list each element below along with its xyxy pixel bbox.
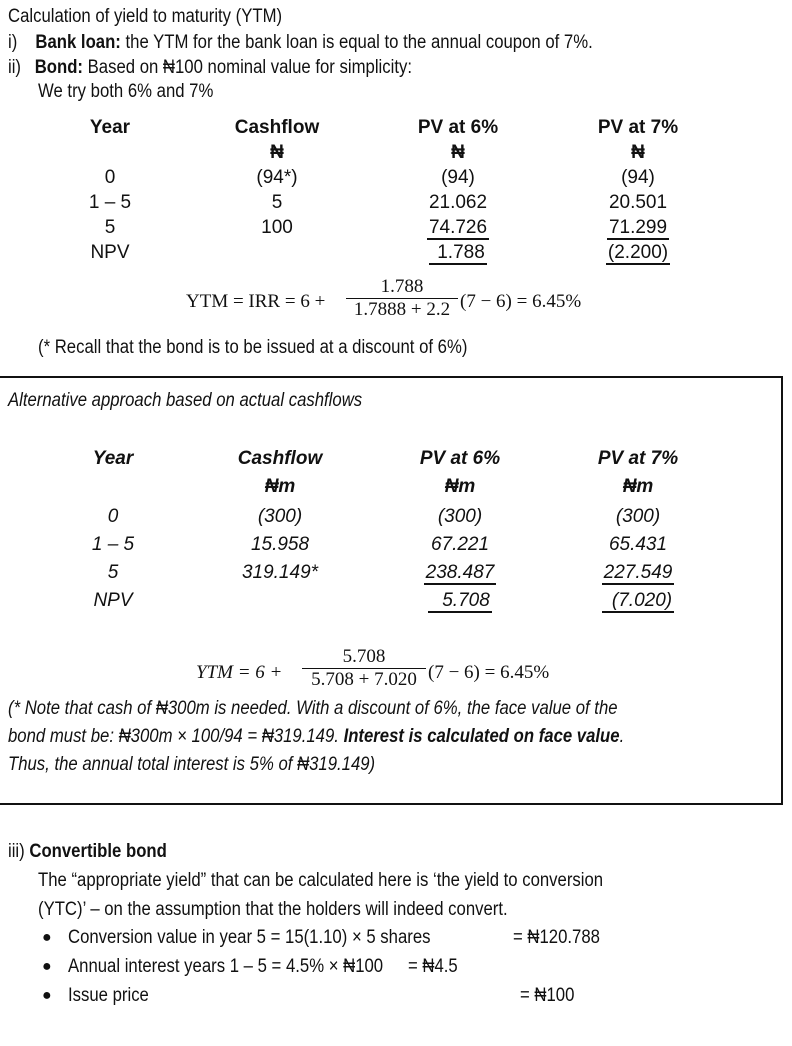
table-cell: (94) xyxy=(621,167,655,188)
section-title xyxy=(8,6,320,28)
bullet-value-text: = ₦120.788 xyxy=(513,927,600,948)
formula-rhs: (7 − 6) = 6.45% xyxy=(460,291,582,312)
table-header: PV at 6% xyxy=(419,448,501,469)
alt-box-title-text: Alternative approach based on actual cashflows xyxy=(8,390,363,411)
table-cell: NPV xyxy=(90,242,130,263)
item-bond-subtext xyxy=(38,81,237,103)
item-text: Based on ₦100 nominal value for simplicity: xyxy=(82,57,412,78)
formula-fraction xyxy=(346,276,458,321)
table-cell: 5 xyxy=(271,192,283,213)
table-cell: (7.020) xyxy=(602,590,674,613)
table-cell: 1 – 5 xyxy=(88,192,132,213)
table-cell: (94) xyxy=(441,167,475,188)
note-text: . xyxy=(619,726,625,747)
bullet-value xyxy=(520,985,582,1007)
item-bond xyxy=(8,57,467,79)
table-header: Cashflow xyxy=(234,117,320,138)
formula-denominator: 1.7888 + 2.2 xyxy=(346,298,458,321)
subtext: We try both 6% and 7% xyxy=(38,81,214,102)
item-text: the YTM for the bank loan is equal to the annual coupon of 7%. xyxy=(120,32,593,53)
table-cell: 71.299 xyxy=(608,217,668,238)
formula-numerator: 1.788 xyxy=(380,276,424,297)
bullet-label-text: Conversion value in year 5 = 15(1.10) × 5 shares xyxy=(68,927,431,948)
table-cell: 0 xyxy=(104,167,116,188)
formula-fraction xyxy=(302,646,426,691)
formula-lhs: YTM = 6 + xyxy=(196,662,283,683)
bullet-label-text: Annual interest years 1 – 5 = 4.5% × ₦100 xyxy=(68,956,384,977)
table-cell: 319.149* xyxy=(241,562,319,583)
table-unit: ₦m xyxy=(264,476,296,497)
convertible-para-line-1 xyxy=(38,870,680,892)
table-cell: (2.200) xyxy=(607,242,669,263)
bullet-label-text: Issue price xyxy=(68,985,149,1006)
convertible-para-line-2 xyxy=(38,899,572,921)
bullet-label xyxy=(68,985,160,1007)
recall-note-text: (* Recall that the bond is to be issued at a discount of 6%) xyxy=(38,337,468,358)
table-header: Cashflow xyxy=(237,448,323,469)
item-bank-loan xyxy=(8,32,672,54)
table-cell: 238.487 xyxy=(425,562,495,583)
bullet-icon: ● xyxy=(42,958,52,975)
table-cell: 1.788 xyxy=(429,242,487,265)
table-cell: 5.708 xyxy=(428,590,492,613)
table-header: Year xyxy=(89,117,131,138)
table-unit: ₦ xyxy=(451,142,465,163)
item-heading: Bank loan: xyxy=(35,32,121,53)
table-cell: 1 – 5 xyxy=(91,534,135,555)
note-text: bond must be: ₦300m × 100/94 = ₦319.149. xyxy=(8,726,344,747)
item-heading: Convertible bond xyxy=(29,841,167,862)
table-cell: 100 xyxy=(261,217,293,238)
bullet-label xyxy=(68,927,480,949)
table-unit: ₦ xyxy=(631,142,645,163)
alt-note-line-2 xyxy=(8,726,708,748)
table-unit: ₦m xyxy=(622,476,654,497)
formula-numerator: 5.708 xyxy=(342,646,386,667)
bullet-value xyxy=(513,927,612,949)
table-cell: 20.501 xyxy=(608,192,668,213)
bullet-label xyxy=(68,956,426,978)
table-header: PV at 6% xyxy=(417,117,499,138)
para-text: (YTC)’ – on the assumption that the holders will indeed convert. xyxy=(38,899,508,920)
bullet-value-text: = ₦100 xyxy=(520,985,575,1006)
table-header: PV at 7% xyxy=(597,117,679,138)
table-header: PV at 7% xyxy=(597,448,679,469)
note-emphasis: Interest is calculated on face value xyxy=(343,726,620,747)
item-marker: i) xyxy=(8,32,18,53)
note-text: (* Note that cash of ₦300m is needed. With a discount of 6%, the face value of the xyxy=(8,698,618,719)
table-cell: NPV xyxy=(93,590,133,611)
table-cell: (94*) xyxy=(256,167,298,188)
recall-note xyxy=(38,337,526,359)
section-title-text: Calculation of yield to maturity (YTM) xyxy=(8,6,283,27)
item-marker: ii) xyxy=(8,57,22,78)
alt-box-title xyxy=(8,390,410,412)
table-cell: 15.958 xyxy=(250,534,310,555)
formula-denominator: 5.708 + 7.020 xyxy=(302,668,426,691)
bullet-value-text: = ₦4.5 xyxy=(408,956,458,977)
para-text: The “appropriate yield” that can be calculated here is ‘the yield to conversion xyxy=(38,870,604,891)
table-cell: 5 xyxy=(104,217,116,238)
item-heading: Bond: xyxy=(34,57,83,78)
note-text: Thus, the annual total interest is 5% of ₦319.149) xyxy=(8,754,376,775)
alt-note-line-3 xyxy=(8,754,425,776)
table-cell: (300) xyxy=(437,506,483,527)
item-convertible-bond xyxy=(8,841,189,863)
item-marker: iii) xyxy=(8,841,25,862)
formula-rhs: (7 − 6) = 6.45% xyxy=(428,662,550,683)
table-cell: 67.221 xyxy=(430,534,490,555)
table-cell: 5 xyxy=(107,562,119,583)
table-unit: ₦ xyxy=(270,142,284,163)
bullet-value xyxy=(408,956,465,978)
table-cell: 21.062 xyxy=(428,192,488,213)
table-cell: (300) xyxy=(615,506,661,527)
alt-note-line-1 xyxy=(8,698,701,720)
formula-lhs: YTM = IRR = 6 + xyxy=(186,291,326,312)
bullet-icon: ● xyxy=(42,929,52,946)
table-cell: (300) xyxy=(257,506,303,527)
table-cell: 65.431 xyxy=(608,534,668,555)
table-header: Year xyxy=(92,448,134,469)
table-cell: 74.726 xyxy=(428,217,488,238)
table-cell: 227.549 xyxy=(603,562,673,583)
bullet-icon: ● xyxy=(42,987,52,1004)
table-cell: 0 xyxy=(107,506,119,527)
table-unit: ₦m xyxy=(444,476,476,497)
